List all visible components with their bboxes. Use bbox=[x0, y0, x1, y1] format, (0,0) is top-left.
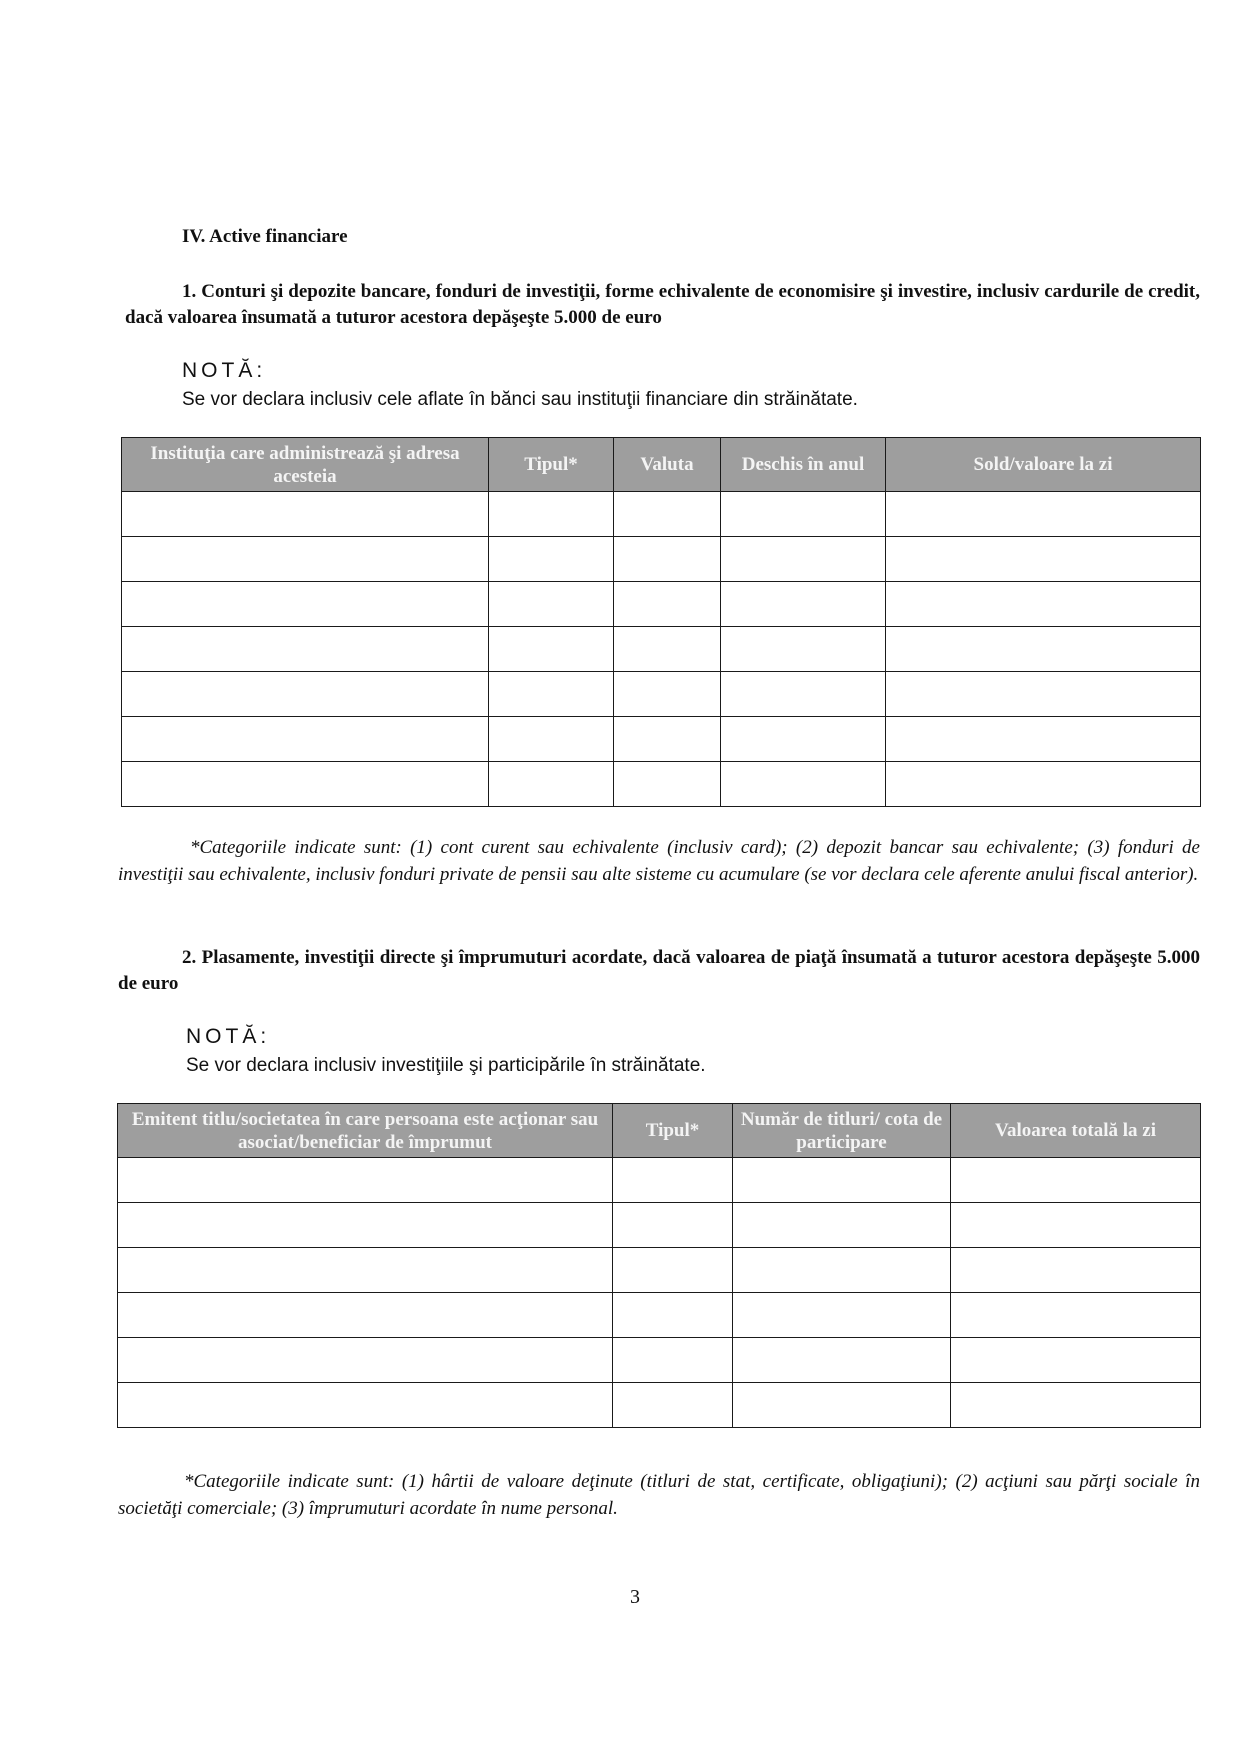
table-cell[interactable] bbox=[613, 1338, 733, 1383]
table-cell[interactable] bbox=[886, 492, 1201, 537]
table-cell[interactable] bbox=[489, 537, 614, 582]
part2-note-text: Se vor declara inclusiv investiţiile şi participările în străinătate. bbox=[186, 1055, 706, 1076]
column-header-total-value: Valoarea totală la zi bbox=[951, 1104, 1201, 1158]
page-number: 3 bbox=[630, 1586, 640, 1608]
part2-note-label: NOTĂ: bbox=[186, 1025, 271, 1048]
table-cell[interactable] bbox=[733, 1248, 951, 1293]
part2-heading: 2. Plasamente, investiţii directe şi împrumuturi acordate, dacă valoarea de piaţă însumată a tuturor acestora depăşeşte 5.000 de euro bbox=[118, 947, 1200, 994]
part1-heading: 1. Conturi şi depozite bancare, fonduri de investiţii, forme echivalente de economisire şi investire, inclusiv cardurile de credit, dacă valoarea însumată a tuturor acestora depăşeşte 5.000 de euro bbox=[125, 281, 1200, 328]
table-cell[interactable] bbox=[489, 672, 614, 717]
table-cell[interactable] bbox=[613, 1293, 733, 1338]
table-cell[interactable] bbox=[951, 1158, 1201, 1203]
table-row bbox=[118, 1383, 1201, 1428]
table-cell[interactable] bbox=[886, 627, 1201, 672]
table-cell[interactable] bbox=[118, 1203, 613, 1248]
table-cell[interactable] bbox=[489, 717, 614, 762]
column-header-issuer: Emitent titlu/societatea în care persoana este acţionar sau asociat/beneficiar de împrumut bbox=[118, 1104, 613, 1158]
table-row bbox=[118, 1203, 1201, 1248]
table-cell[interactable] bbox=[489, 627, 614, 672]
table-cell[interactable] bbox=[122, 492, 489, 537]
investments-table bbox=[117, 1103, 1201, 1428]
table-cell[interactable] bbox=[721, 582, 886, 627]
table-cell[interactable] bbox=[951, 1338, 1201, 1383]
column-header-shares-count: Număr de titluri/ cota de participare bbox=[733, 1104, 951, 1158]
table-header-row bbox=[118, 1104, 1201, 1158]
table-cell[interactable] bbox=[733, 1158, 951, 1203]
table-row bbox=[122, 582, 1201, 627]
table-cell[interactable] bbox=[886, 537, 1201, 582]
table-row bbox=[118, 1338, 1201, 1383]
table-cell[interactable] bbox=[721, 672, 886, 717]
table-cell[interactable] bbox=[614, 492, 721, 537]
table-cell[interactable] bbox=[951, 1203, 1201, 1248]
column-header-type: Tipul* bbox=[489, 438, 614, 492]
table-cell[interactable] bbox=[614, 627, 721, 672]
table-row bbox=[122, 762, 1201, 807]
table-cell[interactable] bbox=[733, 1203, 951, 1248]
table-cell[interactable] bbox=[614, 582, 721, 627]
table-cell[interactable] bbox=[613, 1203, 733, 1248]
table-cell[interactable] bbox=[951, 1293, 1201, 1338]
column-header-opened-year: Deschis în anul bbox=[721, 438, 886, 492]
table-cell[interactable] bbox=[118, 1383, 613, 1428]
table-cell[interactable] bbox=[886, 672, 1201, 717]
table-cell[interactable] bbox=[721, 537, 886, 582]
column-header-institution: Instituţia care administrează şi adresa acesteia bbox=[122, 438, 489, 492]
table-cell[interactable] bbox=[118, 1248, 613, 1293]
table-row bbox=[118, 1293, 1201, 1338]
table-cell[interactable] bbox=[721, 492, 886, 537]
table-cell[interactable] bbox=[118, 1338, 613, 1383]
table-row bbox=[118, 1158, 1201, 1203]
table-header-row bbox=[122, 438, 1201, 492]
column-header-balance: Sold/valoare la zi bbox=[886, 438, 1201, 492]
table-cell[interactable] bbox=[122, 672, 489, 717]
column-header-currency: Valuta bbox=[614, 438, 721, 492]
table-cell[interactable] bbox=[118, 1158, 613, 1203]
table-cell[interactable] bbox=[122, 582, 489, 627]
column-header-type: Tipul* bbox=[613, 1104, 733, 1158]
table-row bbox=[122, 717, 1201, 762]
table-cell[interactable] bbox=[886, 582, 1201, 627]
part1-footnote: *Categoriile indicate sunt: (1) cont curent sau echivalente (inclusiv card); (2) depozit bancar sau echivalente; (3) fonduri de investiţii sau echivalente, inclusiv fonduri private de pensii sau alte sisteme cu acumulare (se vor declara cele aferente anului fiscal anterior). bbox=[118, 837, 1200, 885]
table-cell[interactable] bbox=[733, 1383, 951, 1428]
table-cell[interactable] bbox=[613, 1383, 733, 1428]
part1-note-label: NOTĂ: bbox=[182, 359, 267, 382]
table-cell[interactable] bbox=[721, 627, 886, 672]
table-row bbox=[122, 492, 1201, 537]
part1-note-text: Se vor declara inclusiv cele aflate în bănci sau instituţii financiare din străinătate. bbox=[182, 389, 858, 410]
table-cell[interactable] bbox=[118, 1293, 613, 1338]
table-row bbox=[122, 627, 1201, 672]
table-cell[interactable] bbox=[613, 1158, 733, 1203]
table-cell[interactable] bbox=[489, 492, 614, 537]
table-cell[interactable] bbox=[489, 762, 614, 807]
table-cell[interactable] bbox=[614, 537, 721, 582]
part2-footnote: *Categoriile indicate sunt: (1) hârtii de valoare deţinute (titluri de stat, certificate, obligaţiuni); (2) acţiuni sau părţi sociale în societăţi comerciale; (3) împrumuturi acordate în nume personal. bbox=[118, 1471, 1200, 1519]
table-cell[interactable] bbox=[122, 537, 489, 582]
table-cell[interactable] bbox=[721, 762, 886, 807]
table-cell[interactable] bbox=[951, 1248, 1201, 1293]
table-cell[interactable] bbox=[886, 717, 1201, 762]
table-cell[interactable] bbox=[613, 1248, 733, 1293]
table-cell[interactable] bbox=[614, 672, 721, 717]
table-cell[interactable] bbox=[614, 762, 721, 807]
table-cell[interactable] bbox=[951, 1383, 1201, 1428]
table-cell[interactable] bbox=[122, 717, 489, 762]
table-cell[interactable] bbox=[614, 717, 721, 762]
section-title: IV. Active financiare bbox=[182, 226, 348, 247]
table-row bbox=[122, 672, 1201, 717]
table-cell[interactable] bbox=[122, 627, 489, 672]
table-cell[interactable] bbox=[733, 1338, 951, 1383]
table-cell[interactable] bbox=[122, 762, 489, 807]
table-cell[interactable] bbox=[489, 582, 614, 627]
table-cell[interactable] bbox=[721, 717, 886, 762]
bank-accounts-table bbox=[121, 437, 1201, 807]
table-cell[interactable] bbox=[886, 762, 1201, 807]
table-row bbox=[118, 1248, 1201, 1293]
table-row bbox=[122, 537, 1201, 582]
table-cell[interactable] bbox=[733, 1293, 951, 1338]
